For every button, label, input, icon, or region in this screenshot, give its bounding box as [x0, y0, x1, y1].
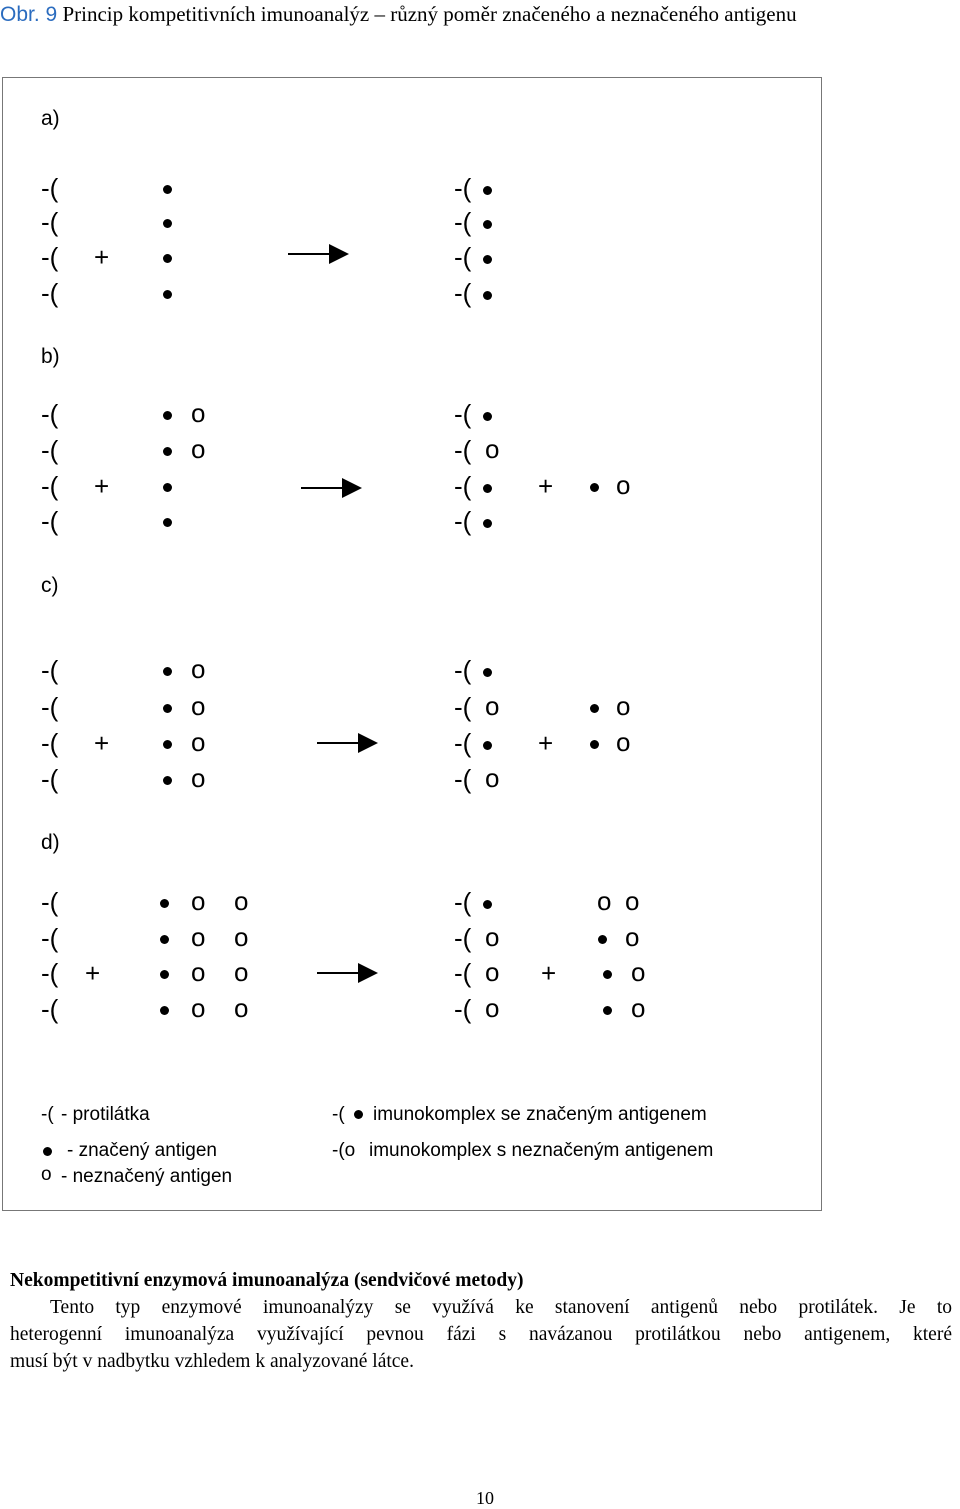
- antibody-symbol: -(: [454, 207, 472, 237]
- unlabeled-antigen-symbol: o: [234, 922, 249, 952]
- antibody-symbol: -(: [454, 506, 472, 536]
- paragraph-line-3: musí být v nadbytku vzhledem k analyzované látce.: [10, 1351, 414, 1372]
- legend-complex-labeled-dot: [354, 1110, 363, 1119]
- antibody-symbol: -(: [454, 278, 472, 308]
- plus-sign: +: [538, 471, 554, 501]
- unlabeled-antigen-symbol: o: [191, 763, 206, 793]
- labeled-antigen-dot: [163, 740, 172, 749]
- labeled-antigen-dot: [163, 290, 172, 299]
- section-heading: Nekompetitivní enzymová imunoanalýza (sendvičové metody): [10, 1270, 524, 1291]
- antibody-symbol: -(: [454, 958, 472, 988]
- antibody-symbol: -(: [41, 655, 59, 685]
- page-number: 10: [476, 1488, 494, 1508]
- labeled-antigen-dot: [163, 483, 172, 492]
- labeled-antigen-dot: [598, 935, 607, 944]
- legend-antibody-symbol: -(: [41, 1104, 54, 1125]
- caption-prefix: Obr. 9: [0, 3, 58, 26]
- plus-sign: +: [85, 958, 101, 988]
- legend-antibody-text: - protilátka: [61, 1104, 150, 1125]
- unlabeled-antigen-symbol: o: [191, 434, 206, 464]
- unlabeled-antigen-symbol: o: [234, 886, 249, 916]
- unlabeled-antigen-symbol: o: [191, 886, 206, 916]
- complex-labeled-dot: [483, 519, 492, 528]
- plus-sign: +: [541, 958, 557, 988]
- labeled-antigen-dot: [163, 518, 172, 527]
- unlabeled-antigen-symbol: o: [191, 691, 206, 721]
- reaction-arrow: [288, 253, 345, 255]
- unlabeled-antigen-symbol: o: [485, 691, 500, 721]
- unlabeled-antigen-symbol: o: [191, 922, 206, 952]
- antibody-symbol: -(: [41, 923, 59, 953]
- complex-labeled-dot: [483, 900, 492, 909]
- panel-label-b: b): [41, 345, 60, 368]
- labeled-antigen-dot: [163, 254, 172, 263]
- legend-complex-unlabeled-symbol: -(o: [332, 1140, 356, 1161]
- labeled-antigen-dot: [590, 483, 599, 492]
- labeled-antigen-dot: [163, 185, 172, 194]
- paragraph-line-1: Tento typ enzymové imunoanalýzy se využívá ke stanovení antigenů nebo protilátek. Je to: [50, 1297, 952, 1318]
- unlabeled-antigen-symbol: o: [631, 993, 646, 1023]
- antibody-symbol: -(: [41, 435, 59, 465]
- antibody-symbol: -(: [454, 471, 472, 501]
- plus-sign: +: [94, 242, 110, 272]
- labeled-antigen-dot: [160, 935, 169, 944]
- antibody-symbol: -(: [454, 764, 472, 794]
- complex-labeled-dot: [483, 484, 492, 493]
- paragraph-line-2: heterogenní imunoanalýza využívající pevnou fázi s navázanou protilátkou nebo antigenem, které: [10, 1324, 952, 1345]
- panel-label-d: d): [41, 831, 60, 854]
- unlabeled-antigen-symbol: o: [485, 957, 500, 987]
- labeled-antigen-dot: [160, 1006, 169, 1015]
- antibody-symbol: -(: [41, 207, 59, 237]
- legend-complex-unlabeled-text: imunokomplex s neznačeným antigenem: [369, 1140, 714, 1161]
- plus-sign: +: [538, 728, 554, 758]
- unlabeled-antigen-symbol: o: [616, 691, 631, 721]
- plus-sign: +: [94, 728, 110, 758]
- antibody-symbol: -(: [41, 399, 59, 429]
- unlabeled-antigen-symbol: o: [631, 957, 646, 987]
- unlabeled-antigen-symbol: o: [616, 470, 631, 500]
- panel-label-c: c): [41, 574, 59, 597]
- antibody-symbol: -(: [454, 728, 472, 758]
- complex-labeled-dot: [483, 412, 492, 421]
- labeled-antigen-dot: [603, 970, 612, 979]
- antibody-symbol: -(: [454, 692, 472, 722]
- antibody-symbol: -(: [41, 994, 59, 1024]
- labeled-antigen-dot: [163, 447, 172, 456]
- reaction-arrow: [317, 742, 374, 744]
- labeled-antigen-dot: [603, 1006, 612, 1015]
- unlabeled-antigen-symbol: o: [191, 727, 206, 757]
- labeled-antigen-dot: [163, 704, 172, 713]
- antibody-symbol: -(: [454, 242, 472, 272]
- complex-labeled-dot: [483, 668, 492, 677]
- unlabeled-antigen-symbol: o: [485, 993, 500, 1023]
- unlabeled-antigen-symbol: o: [485, 922, 500, 952]
- unlabeled-antigen-symbol: o: [234, 993, 249, 1023]
- antibody-symbol: -(: [41, 173, 59, 203]
- plus-sign: +: [94, 471, 110, 501]
- labeled-antigen-dot: [163, 411, 172, 420]
- complex-labeled-dot: [483, 291, 492, 300]
- antibody-symbol: -(: [41, 958, 59, 988]
- complex-labeled-dot: [483, 255, 492, 264]
- complex-labeled-dot: [483, 186, 492, 195]
- antibody-symbol: -(: [41, 506, 59, 536]
- unlabeled-antigen-symbol: o: [191, 398, 206, 428]
- unlabeled-antigen-symbol: o: [191, 993, 206, 1023]
- labeled-antigen-dot: [590, 740, 599, 749]
- reaction-arrow: [301, 487, 358, 489]
- reaction-arrow: [317, 972, 374, 974]
- complex-labeled-dot: [483, 741, 492, 750]
- labeled-antigen-dot: [160, 970, 169, 979]
- antibody-symbol: -(: [454, 887, 472, 917]
- labeled-antigen-dot: [590, 704, 599, 713]
- antibody-symbol: -(: [41, 242, 59, 272]
- antibody-symbol: -(: [41, 278, 59, 308]
- antibody-symbol: -(: [41, 692, 59, 722]
- figure-diagram: [2, 77, 822, 1211]
- unlabeled-antigen-symbol: o: [485, 434, 500, 464]
- labeled-antigen-dot: [163, 667, 172, 676]
- legend-unlabeled-symbol: o: [41, 1164, 52, 1185]
- figure-caption: [0, 2, 960, 27]
- unlabeled-antigen-symbol: o: [625, 886, 640, 916]
- unlabeled-antigen-symbol: o: [625, 922, 640, 952]
- antibody-symbol: -(: [454, 173, 472, 203]
- unlabeled-antigen-symbol: o: [485, 763, 500, 793]
- labeled-antigen-dot: [163, 219, 172, 228]
- antibody-symbol: -(: [454, 399, 472, 429]
- complex-labeled-dot: [483, 220, 492, 229]
- legend-complex-labeled-symbol: -(: [332, 1104, 345, 1125]
- caption-text: Princip kompetitivních imunoanalýz – různý poměr značeného a neznačeného antigenu: [62, 2, 797, 26]
- section-body: [10, 1267, 952, 1375]
- legend-complex-labeled-text: imunokomplex se značeným antigenem: [373, 1104, 707, 1125]
- antibody-symbol: -(: [41, 887, 59, 917]
- antibody-symbol: -(: [41, 764, 59, 794]
- unlabeled-antigen-symbol: o: [191, 957, 206, 987]
- unlabeled-antigen-symbol: o: [191, 654, 206, 684]
- antibody-symbol: -(: [41, 471, 59, 501]
- legend-labeled-dot: [43, 1147, 52, 1156]
- unlabeled-antigen-symbol: o: [616, 727, 631, 757]
- labeled-antigen-dot: [160, 899, 169, 908]
- antibody-symbol: -(: [454, 994, 472, 1024]
- panel-label-a: a): [41, 107, 60, 130]
- antibody-symbol: -(: [454, 435, 472, 465]
- unlabeled-antigen-symbol: o: [597, 886, 612, 916]
- legend-unlabeled-text: - neznačený antigen: [61, 1166, 233, 1187]
- antibody-symbol: -(: [454, 655, 472, 685]
- labeled-antigen-dot: [163, 776, 172, 785]
- antibody-symbol: -(: [454, 923, 472, 953]
- antibody-symbol: -(: [41, 728, 59, 758]
- unlabeled-antigen-symbol: o: [234, 957, 249, 987]
- legend-labeled-text: - značený antigen: [67, 1140, 217, 1161]
